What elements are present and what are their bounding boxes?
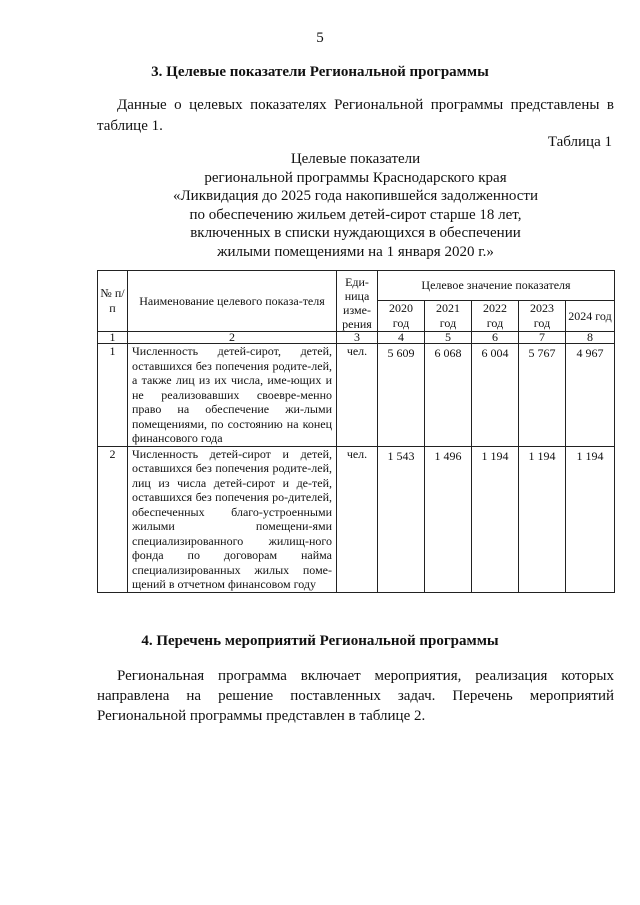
- value-cell: 1 194: [519, 446, 566, 592]
- header-unit: Еди-ница изме-рения: [337, 271, 378, 332]
- column-number: 4: [378, 332, 425, 344]
- header-year: 2023 год: [519, 301, 566, 332]
- section-4-title: 4. Перечень мероприятий Региональной программы: [141, 633, 499, 649]
- table-caption-line: по обеспечению жильем детей-сирот старше 18 лет,: [189, 206, 522, 223]
- unit-cell: чел.: [337, 344, 378, 447]
- column-number: 6: [472, 332, 519, 344]
- row-num: 2: [98, 446, 128, 592]
- header-year: 2020 год: [378, 301, 425, 332]
- column-number: 3: [337, 332, 378, 344]
- column-number: 7: [519, 332, 566, 344]
- table-1-label: Таблица 1: [547, 134, 612, 150]
- value-cell: 1 194: [566, 446, 615, 592]
- column-number: 1: [98, 332, 128, 344]
- table-row: [98, 344, 615, 447]
- table-1-caption: [97, 150, 614, 261]
- value-cell: 1 194: [472, 446, 519, 592]
- value-cell: 6 004: [472, 344, 519, 447]
- header-target-value: Целевое значение показателя: [378, 271, 615, 301]
- table-caption-line: Целевые показатели: [290, 151, 421, 167]
- section-3-title: 3. Целевые показатели Региональной программы: [151, 64, 489, 80]
- value-cell: 5 609: [378, 344, 425, 447]
- row-num: 1: [98, 344, 128, 447]
- value-cell: 5 767: [519, 344, 566, 447]
- section-4-paragraph-text: Региональная программа включает мероприятия, реализация которых направлена на решение поставленных задач. Перечень мероприятий Региональной программы представлен в таблице 2.: [97, 668, 614, 724]
- target-indicators-table: [97, 270, 615, 593]
- section-3-paragraph-text: Данные о целевых показателях Региональной программы представлены в таблице 1.: [97, 97, 614, 134]
- header-name: Наименование целевого показа-теля: [128, 271, 337, 332]
- column-number: 8: [566, 332, 615, 344]
- value-cell: 6 068: [425, 344, 472, 447]
- unit-cell: чел.: [337, 446, 378, 592]
- table-caption-line: региональной программы Краснодарского края: [204, 169, 507, 186]
- indicator-name: Численность детей-сирот и детей, оставшихся без попечения родите-лей, лиц из числа детей-сирот и де-тей, оставшихся без попечения ро-дителей, обеспеченных благо-устроенными жилыми помещени-ями специализированного жилищ-ного фонда по договорам найма специализированных жилых поме-щений в отчетном финансовом году: [128, 446, 337, 592]
- table-caption-line: включенных в списки нуждающихся в обеспечении: [190, 225, 521, 241]
- table-caption-line: «Ликвидация до 2025 года накопившейся задолженности: [173, 188, 538, 204]
- indicator-name: Численность детей-сирот, детей, оставшихся без попечения родите-лей, а также лиц из их числа, име-ющих и не реализовавших своевре-менно право на обеспечение жи-лыми помещениями, по состоянию на конец финансового года: [128, 344, 337, 447]
- value-cell: 1 543: [378, 446, 425, 592]
- value-cell: 1 496: [425, 446, 472, 592]
- table-caption-line: жилыми помещениями на 1 января 2020 г.»: [217, 243, 494, 260]
- table-header-row: [98, 271, 615, 301]
- page-number: 5: [316, 30, 324, 46]
- header-year: 2021 год: [425, 301, 472, 332]
- header-num: № п/п: [98, 271, 128, 332]
- header-year: 2024 год: [566, 301, 615, 332]
- column-number: 5: [425, 332, 472, 344]
- column-number-row: [98, 332, 615, 344]
- header-year: 2022 год: [472, 301, 519, 332]
- value-cell: 4 967: [566, 344, 615, 447]
- section-4-paragraph: [97, 666, 614, 726]
- section-3-paragraph: [97, 95, 614, 137]
- column-number: 2: [128, 332, 337, 344]
- table-row: [98, 446, 615, 592]
